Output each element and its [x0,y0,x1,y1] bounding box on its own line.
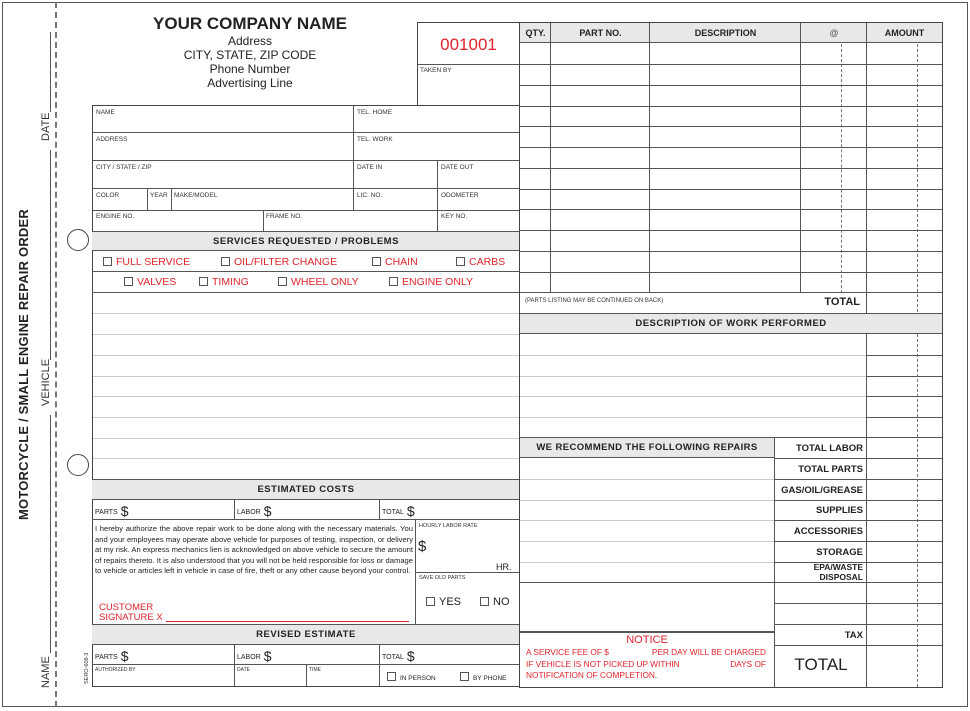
city-state-zip-field[interactable]: CITY / STATE / ZIP [96,164,152,171]
by-phone-option[interactable] [460,672,506,682]
col-part-no: PART NO. [579,28,622,38]
save-parts-no[interactable] [480,596,510,608]
notice-line2b: DAYS OF [730,658,766,669]
rev-total-field[interactable] [382,648,415,664]
rev-labor-field[interactable] [237,648,272,664]
perforation-line [55,2,57,707]
dollar-sign: $ [120,648,129,664]
accessories-label: ACCESSORIES [793,526,863,537]
checkbox-icon[interactable] [426,597,435,606]
rev-parts-field[interactable] [95,648,129,664]
checkbox-icon[interactable] [199,277,208,286]
service-label: OIL/FILTER CHANGE [234,256,338,268]
notice-line2a: IF VEHICLE IS NOT PICKED UP WITHIN [526,658,680,669]
company-city: CITY, STATE, ZIP CODE [183,48,317,62]
frame-no-field[interactable]: FRAME NO. [266,213,303,220]
divider [415,572,520,573]
company-address: Address [227,34,273,48]
divider [93,160,520,161]
stub-vehicle-text: VEHICLE [40,358,52,406]
grand-total-label: TOTAL [794,655,848,674]
in-person-option[interactable] [387,672,436,682]
service-engine-only[interactable] [389,276,473,288]
taken-by-label[interactable]: TAKEN BY [420,67,452,74]
service-carbs[interactable] [456,256,505,268]
notice-title: NOTICE [626,634,668,646]
dollar-sign: $ [120,503,129,519]
odometer-field[interactable]: ODOMETER [441,192,479,199]
est-total-label: TOTAL [382,509,404,516]
supplies-label: SUPPLIES [816,505,863,516]
rev-time-field[interactable]: TIME [309,667,321,673]
customer-info-grid [92,105,520,232]
col-at: @ [829,28,839,38]
signature-label-line2: SIGNATURE X [99,612,163,623]
divider [353,106,354,210]
date-out-field[interactable]: DATE OUT [441,164,474,171]
year-field[interactable]: YEAR [150,192,168,199]
divider [92,292,520,293]
signature-label-line1: CUSTOMER [99,602,154,613]
tel-work-field[interactable]: TEL. WORK [357,136,393,143]
service-label: WHEEL ONLY [291,276,359,288]
storage-label: STORAGE [816,547,863,558]
cents-divider [917,44,918,687]
binder-hole-bottom [67,454,89,476]
save-parts-yes[interactable] [426,596,461,608]
customer-signature-label [99,603,163,623]
divider [379,500,380,520]
divider [93,132,520,133]
divider [379,645,380,687]
service-chain[interactable] [372,256,418,268]
name-field[interactable]: NAME [96,109,115,116]
order-number-box [417,22,520,106]
date-in-field[interactable]: DATE IN [357,164,383,171]
checkbox-icon[interactable] [221,257,230,266]
recommend-header: WE RECOMMEND THE FOLLOWING REPAIRS [520,438,774,458]
service-oil-filter[interactable] [221,256,337,268]
engine-no-field[interactable]: ENGINE NO. [96,213,135,220]
dollar-sign: $ [263,648,272,664]
est-total-field[interactable] [382,503,415,519]
tel-home-field[interactable]: TEL. HOME [357,109,393,116]
stub-vehicle-label [40,359,52,406]
company-advertising: Advertising Line [207,76,293,90]
company-name: YOUR COMPANY NAME [153,14,347,33]
total-labor-label: TOTAL LABOR [795,443,863,454]
hourly-rate-dollar[interactable]: $ [418,538,427,555]
make-model-field[interactable]: MAKE/MODEL [174,192,218,199]
checkbox-icon[interactable] [372,257,381,266]
in-person-label: IN PERSON [400,675,436,682]
form-title-vertical: MOTORCYCLE / SMALL ENGINE REPAIR ORDER [16,209,31,520]
tax-label: TAX [844,630,863,641]
notice-line1a: A SERVICE FEE OF $ [526,647,609,657]
service-timing[interactable] [199,276,249,288]
col-description: DESCRIPTION [694,28,757,38]
checkbox-icon[interactable] [480,597,489,606]
divider [263,210,264,232]
parts-total-label: TOTAL [824,296,860,308]
divider [147,188,148,210]
dollar-sign: $ [406,648,415,664]
notice-line1b: PER DAY WILL BE CHARGED [651,647,766,657]
dollar-sign: $ [406,503,415,519]
rev-parts-label: PARTS [95,654,118,661]
est-labor-field[interactable] [237,503,272,519]
col-amount: AMOUNT [884,28,925,38]
revised-estimate-header: REVISED ESTIMATE [92,624,520,645]
est-labor-label: LABOR [237,509,261,516]
service-valves[interactable] [124,276,176,288]
divider [234,500,235,520]
epa-waste-label: EPA/WASTE DISPOSAL [813,562,863,582]
service-full-service[interactable] [103,256,190,268]
address-field[interactable]: ADDRESS [96,136,128,143]
divider [437,160,438,232]
notice-line3: NOTIFICATION OF COMPLETION. [526,670,658,680]
order-number: 001001 [440,35,497,54]
authorization-text: I hereby authorize the above repair work to be done along with the necessary materials. You and your employees may operate above vehicle for purposes of testing, inspection, or delivery at my risk. An express mechanics lien is acknowledged on above vehicle to secure the amount of repairs thereto. It is also understood that you will not be held responsible for loss or damage to vehicle or articles left in vehicle in case of fire, theft or any other cause beyond your control. [95,524,413,576]
divider [234,645,235,687]
service-label: TIMING [212,276,249,288]
by-phone-label: BY PHONE [473,675,507,682]
total-parts-label: TOTAL PARTS [798,464,863,475]
gas-oil-grease-label: GAS/OIL/GREASE [781,485,863,496]
divider [306,665,307,687]
work-performed-header: DESCRIPTION OF WORK PERFORMED [520,313,942,334]
divider [93,210,520,211]
stub-vehicle-line[interactable] [50,150,51,360]
stub-date-label [40,112,52,141]
lic-no-field[interactable]: LIC. NO. [357,192,383,199]
est-parts-label: PARTS [95,509,118,516]
yes-label: YES [439,596,462,608]
no-label: NO [493,596,510,608]
authorized-by-field[interactable]: AUTHORIZED BY [95,667,136,673]
service-label: CHAIN [385,256,418,268]
rev-date-field[interactable]: DATE [237,667,250,673]
parts-continued-note: (PARTS LISTING MAY BE CONTINUED ON BACK) [525,298,664,304]
checkbox-icon[interactable] [103,257,112,266]
service-label: CARBS [469,256,506,268]
divider [92,271,520,272]
stub-date-text: DATE [40,112,52,141]
services-header: SERVICES REQUESTED / PROBLEMS [92,231,520,251]
divider [520,631,774,633]
service-wheel-only[interactable] [278,276,359,288]
key-no-field[interactable]: KEY NO. [441,213,468,220]
checkbox-icon[interactable] [387,672,396,681]
stub-name-line[interactable] [50,415,51,653]
save-old-parts-label: SAVE OLD PARTS [419,575,466,581]
checkbox-icon[interactable] [456,257,465,266]
est-parts-field[interactable] [95,503,129,519]
col-qty: QTY. [525,28,546,38]
color-field[interactable]: COLOR [96,192,120,199]
service-label: VALVES [137,276,177,288]
rev-total-label: TOTAL [382,654,404,661]
checkbox-icon[interactable] [124,277,133,286]
signature-line[interactable] [166,621,409,622]
service-label: ENGINE ONLY [402,276,473,288]
revised-row [92,645,520,665]
company-phone: Phone Number [209,62,291,76]
stub-name-label [40,656,52,688]
estimate-row [92,500,520,520]
checkbox-icon[interactable] [278,277,287,286]
notice-text [526,647,766,682]
service-label: FULL SERVICE [116,256,191,268]
company-header [90,14,410,90]
checkbox-icon[interactable] [389,277,398,286]
checkbox-icon[interactable] [460,672,469,681]
rev-labor-label: LABOR [237,654,261,661]
divider [171,188,172,210]
stub-date-line[interactable] [50,32,51,112]
estimated-costs-header: ESTIMATED COSTS [92,479,520,500]
order-divider [418,64,519,65]
divider [93,188,520,189]
hourly-rate-label: HOURLY LABOR RATE [419,523,478,529]
binder-hole-top [67,229,89,251]
form-code: SERO-608-3 [84,652,90,684]
hr-label: HR. [496,562,512,572]
stub-name-text: NAME [40,656,52,688]
parts-table-header [520,23,942,43]
dollar-sign: $ [263,503,272,519]
